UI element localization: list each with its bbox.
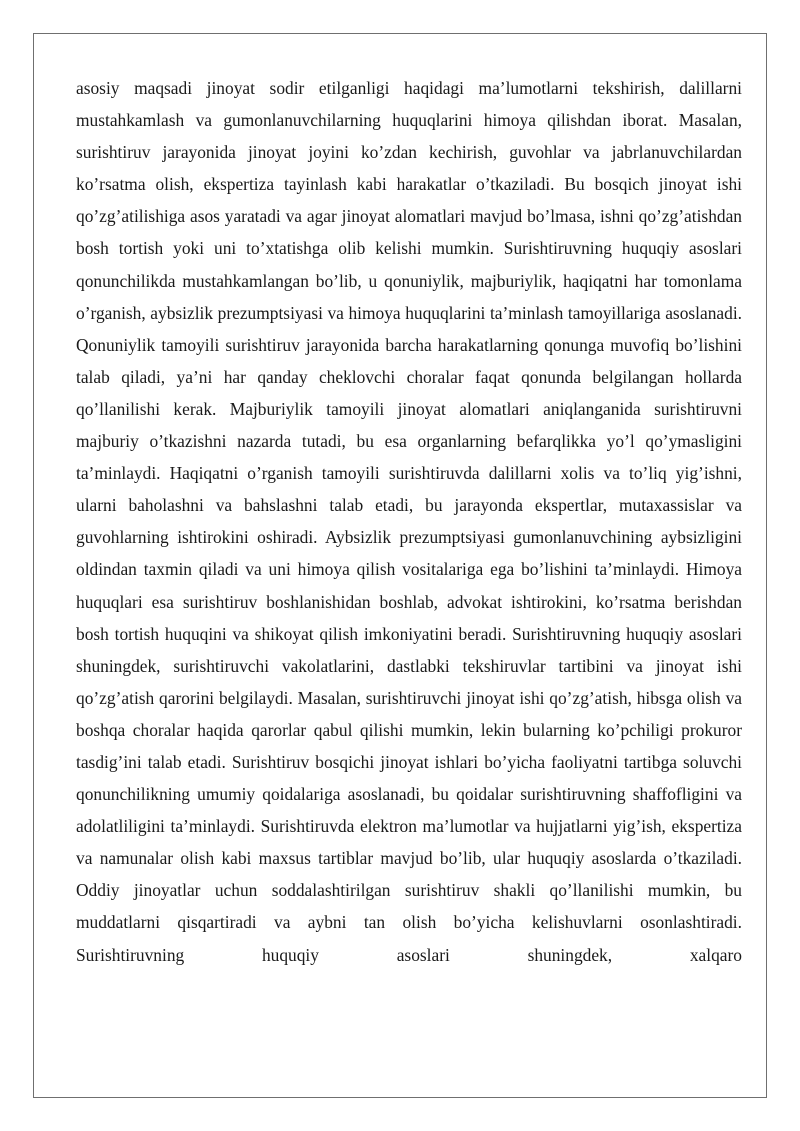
body-paragraph: asosiy maqsadi jinoyat sodir etilganligi haqidagi ma’lumotlarni tekshirish, dalillarni mustahkamlash va gumonlanuvchilarning huquqlarini himoya qilishdan iborat. Masalan, surishtiruv jarayonida jinoyat joyini ko’zdan kechirish, guvohlar va jabrlanuvchilardan ko’rsatma olish, ekspertiza tayinlash kabi harakatlar o’tkaziladi. Bu bosqich jinoyat ishi qo’zg’atilishiga asos yaratadi va agar jinoyat alomatlari mavjud bo’lmasa, ishni qo’zg’atishdan bosh tortish yoki uni to’xtatishga olib kelishi mumkin. Surishtiruvning huquqiy asoslari qonunchilikda mustahkamlangan bo’lib, u qonuniylik, majburiylik, haqiqatni har tomonlama o’rganish, aybsizlik prezumptsiyasi va himoya huquqlarini ta’minlash tamoyillariga asoslanadi. Qonuniylik tamoyili surishtiruv jarayonida barcha harakatlarning qonunga muvofiq bo’lishini talab qiladi, ya’ni har qanday cheklovchi choralar faqat qonunda belgilangan hollarda qo’llanilishi kerak. Majburiylik tamoyili jinoyat alomatlari aniqlanganida surishtiruvni majburiy o’tkazishni nazarda tutadi, bu esa organlarning befarqlikka yo’l qo’ymasligini ta’minlaydi. Haqiqatni o’rganish tamoyili surishtiruvda dalillarni xolis va to’liq yig’ishni, ularni baholashni va bahslashni talab etadi, bu jarayonda ekspertlar, mutaxassislar va guvohlarning ishtirokini oshiradi. Aybsizlik prezumptsiyasi gumonlanuvchining aybsizligini oldindan taxmin qiladi va uni himoya qilish vositalariga ega bo’lishini ta’minlaydi. Himoya huquqlari esa surishtiruv boshlanishidan boshlab, advokat ishtirokini, ko’rsatma berishdan bosh tortish huquqini va shikoyat qilish imkoniyatini beradi. Surishtiruvning huquqiy asoslari shuningdek, surishtiruvchi vakolatlarini, dastlabki tekshiruvlar tartibini va jinoyat ishi qo’zg’atish qarorini belgilaydi. Masalan, surishtiruvchi jinoyat ishi qo’zg’atish, hibsga olish va boshqa choralar haqida qarorlar qabul qilishi mumkin, lekin bularning ko’pchiligi prokuror tasdig’ini talab etadi. Surishtiruv bosqichi jinoyat ishlari bo’yicha faoliyatni tartibga soluvchi qonunchilikning umumiy qoidalariga asoslanadi, bu qoidalar surishtiruvning shaffofligini va adolatliligini ta’minlaydi. Surishtiruvda elektron ma’lumotlar va hujjatlarni yig’ish, ekspertiza va namunalar olish kabi maxsus tartiblar mavjud bo’lib, ular huquqiy asoslarda o’tkaziladi. Oddiy jinoyatlar uchun soddalashtirilgan surishtiruv shakli qo’llanilishi mumkin, bu muddatlarni qisqartiradi va aybni tan olish bo’yicha kelishuvlarni osonlashtiradi. Surishtiruvning huquqiy asoslari shuningdek, xalqaro: [76, 78, 742, 965]
